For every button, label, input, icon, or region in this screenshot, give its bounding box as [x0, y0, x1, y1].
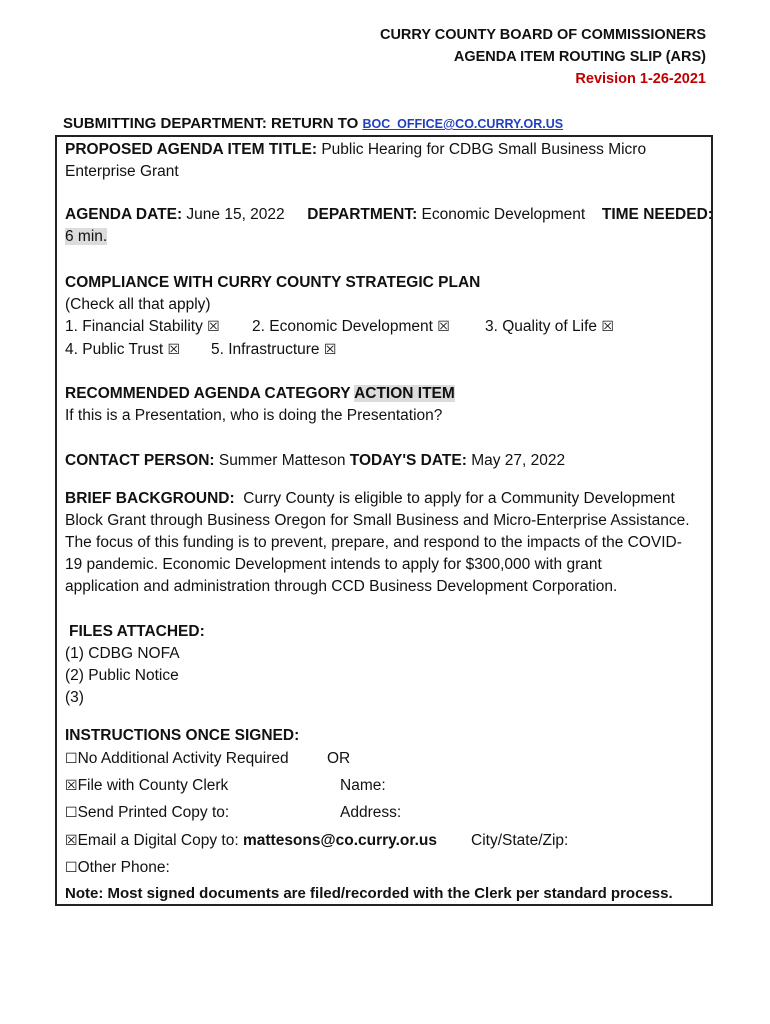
time-needed-row — [65, 226, 107, 248]
contact-person-value: Summer Matteson — [214, 452, 350, 469]
no-additional-activity-option[interactable]: ☐No Additional Activity Required — [65, 750, 289, 767]
compliance-financial-stability[interactable]: 1. Financial Stability ☒ — [65, 318, 220, 335]
compliance-quality-of-life[interactable]: 3. Quality of Life ☒ — [485, 318, 614, 335]
document-header — [380, 24, 706, 90]
time-needed-label: TIME NEEDED: — [601, 206, 713, 223]
department-label: DEPARTMENT: — [307, 206, 418, 223]
file-with-clerk-option[interactable]: ☒File with County Clerk — [65, 777, 229, 794]
proposed-title-label: PROPOSED AGENDA ITEM TITLE: — [65, 141, 318, 158]
checkbox-checked-icon[interactable]: ☒ — [65, 833, 78, 849]
email-digital-copy-option[interactable]: ☒Email a Digital Copy to: mattesons@co.curry.or.us — [65, 832, 437, 849]
agenda-date-value: June 15, 2022 — [182, 206, 285, 223]
agenda-date-label: AGENDA DATE: — [65, 206, 183, 223]
instructions-heading: INSTRUCTIONS ONCE SIGNED: — [65, 727, 300, 744]
board-title: CURRY COUNTY BOARD OF COMMISSIONERS — [379, 27, 706, 43]
boc-office-email-link[interactable]: BOC_OFFICE@CO.CURRY.OR.US — [362, 117, 564, 131]
compliance-infrastructure[interactable]: 5. Infrastructure ☒ — [211, 341, 337, 358]
submitting-department-line — [63, 115, 563, 133]
brief-background-label: BRIEF BACKGROUND: — [65, 490, 235, 507]
file-item: (1) CDBG NOFA — [65, 645, 180, 662]
presentation-question: If this is a Presentation, who is doing the Presentation? — [65, 407, 443, 424]
checkbox-checked-icon[interactable]: ☒ — [323, 342, 337, 358]
compliance-subheading: (Check all that apply) — [65, 296, 211, 313]
send-printed-copy-option[interactable]: ☐Send Printed Copy to: — [65, 804, 230, 821]
compliance-heading: COMPLIANCE WITH CURRY COUNTY STRATEGIC PLAN — [65, 274, 481, 291]
checkbox-unchecked-icon[interactable]: ☐ — [65, 805, 78, 821]
checkbox-checked-icon[interactable]: ☒ — [65, 778, 78, 794]
checkbox-unchecked-icon[interactable]: ☐ — [65, 860, 78, 876]
digital-copy-email: mattesons@co.curry.or.us — [242, 832, 437, 849]
department-value: Economic Development — [417, 206, 586, 223]
address-label: Address: — [340, 804, 402, 821]
contact-person-label: CONTACT PERSON: — [65, 452, 215, 469]
submitting-label: SUBMITTING DEPARTMENT: RETURN TO — [63, 115, 363, 132]
or-label: OR — [327, 750, 351, 767]
checkbox-checked-icon[interactable]: ☒ — [207, 319, 220, 335]
checkbox-checked-icon[interactable]: ☒ — [601, 319, 614, 335]
checkbox-unchecked-icon[interactable]: ☐ — [65, 751, 78, 767]
revision-date: Revision 1-26-2021 — [575, 71, 706, 87]
brief-background: BRIEF BACKGROUND: Curry County is eligible to apply for a Community Development Block Grant through Business Oregon for Small Business and Micro-Enterprise Assistance. The focus of this funding is to prevent, prepare, and respond to the impacts of the COVID- 19 pandemic. Economic Development intends to apply for $300,000 with grant application and administration through CCD Business Development Corporation. — [65, 490, 690, 595]
compliance-public-trust[interactable]: 4. Public Trust ☒ — [65, 341, 181, 358]
contact-row — [65, 450, 565, 472]
time-needed-value: 6 min. — [65, 228, 108, 245]
todays-date-value: May 27, 2022 — [466, 452, 566, 469]
proposed-title-row — [65, 139, 646, 161]
todays-date-label: TODAY'S DATE: — [349, 452, 467, 469]
checkbox-checked-icon[interactable]: ☒ — [167, 342, 181, 358]
file-item: (2) Public Notice — [65, 667, 179, 684]
form-box — [55, 135, 713, 906]
proposed-title-value-cont: Enterprise Grant — [65, 163, 179, 180]
proposed-title-value: Public Hearing for CDBG Small Business Micro — [317, 141, 647, 158]
city-state-zip-label: City/State/Zip: — [471, 832, 569, 849]
filing-note: Note: Most signed documents are filed/recorded with the Clerk per standard process. — [65, 885, 673, 902]
files-attached-heading: FILES ATTACHED: — [69, 623, 205, 640]
name-label: Name: — [340, 777, 386, 794]
form-title: AGENDA ITEM ROUTING SLIP (ARS) — [453, 49, 706, 65]
other-phone-option[interactable]: ☐Other Phone: — [65, 859, 170, 876]
file-item: (3) — [65, 689, 84, 706]
compliance-economic-development[interactable]: 2. Economic Development ☒ — [252, 318, 450, 335]
category-value: ACTION ITEM — [354, 385, 455, 402]
checkbox-checked-icon[interactable]: ☒ — [437, 319, 450, 335]
agenda-row — [65, 204, 713, 226]
category-row — [65, 383, 455, 405]
category-label: RECOMMENDED AGENDA CATEGORY — [65, 385, 355, 402]
